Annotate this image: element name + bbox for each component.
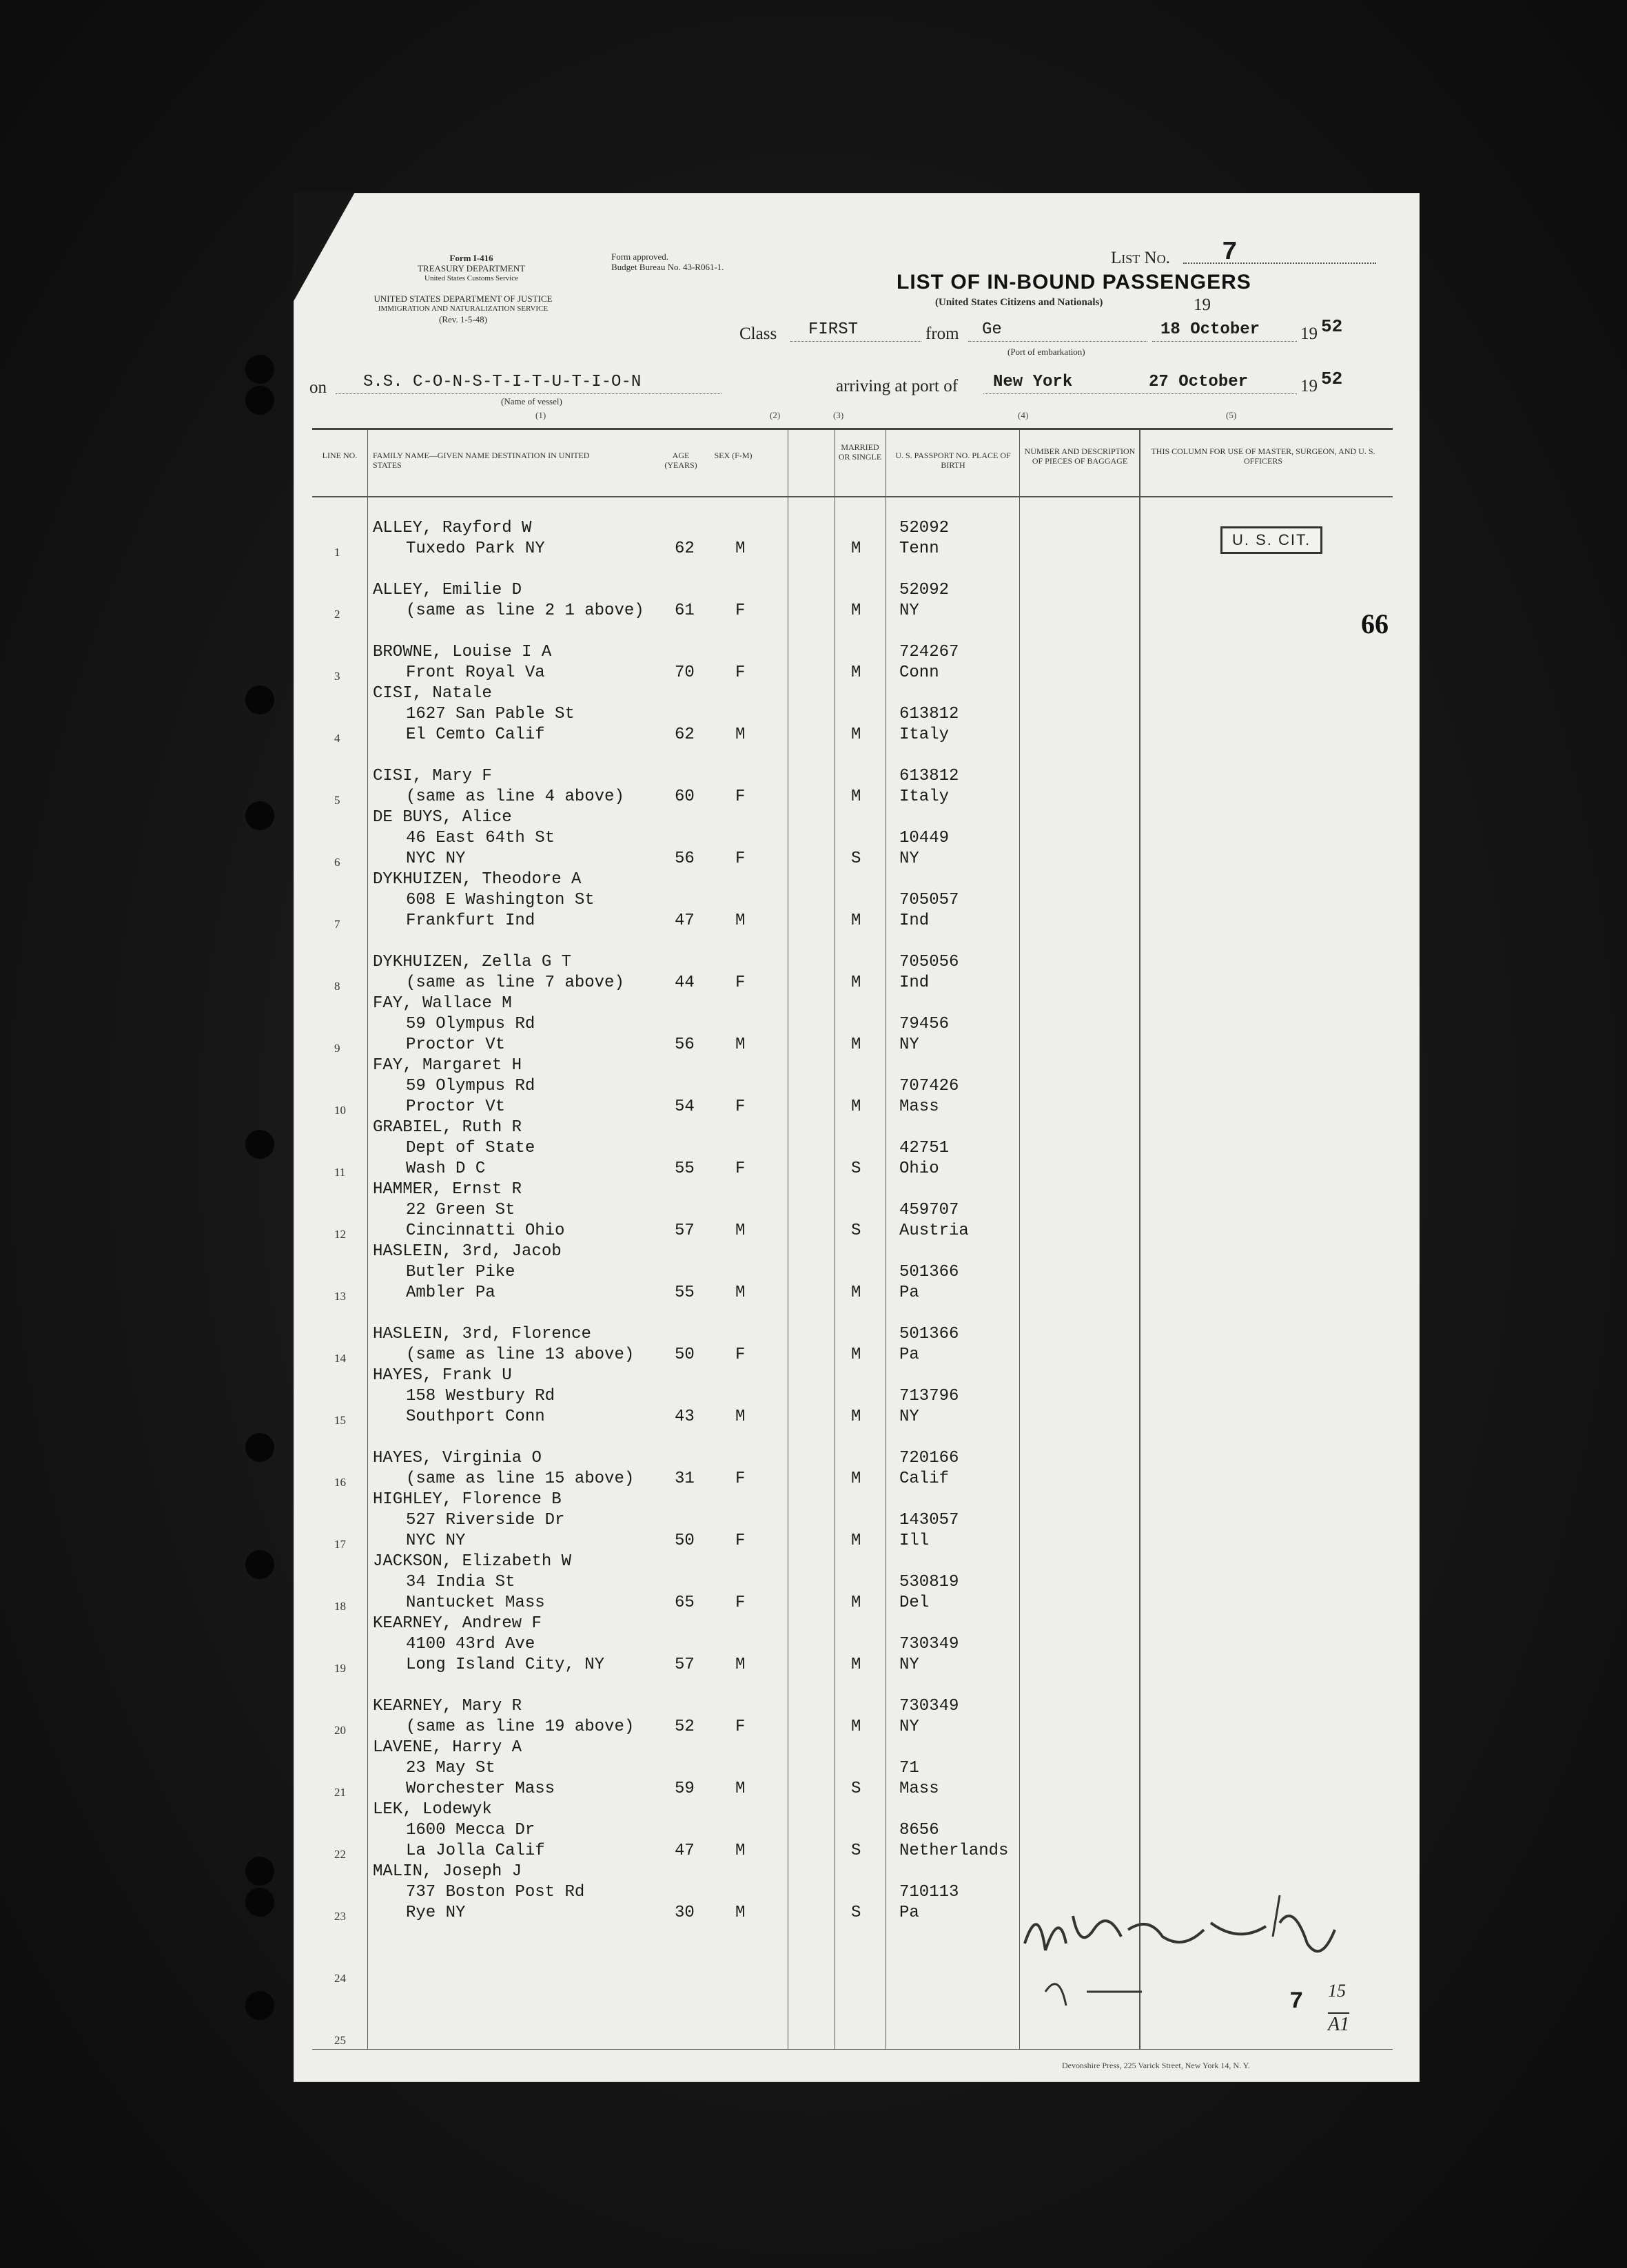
passenger-name: GRABIEL, Ruth R <box>373 1118 522 1137</box>
age-cell: 56 <box>675 1035 695 1054</box>
passenger-address: (same as line 15 above) <box>406 1470 635 1488</box>
column-number: (1) <box>535 410 546 420</box>
binder-hole <box>245 1550 274 1579</box>
sex-cell: F <box>735 1470 746 1488</box>
birthplace-cell: Pa <box>899 1346 919 1364</box>
list-no-field <box>1183 238 1376 267</box>
sex-cell: M <box>735 911 746 930</box>
sex-cell: F <box>735 973 746 992</box>
passenger-name: HIGHLEY, Florence B <box>373 1490 562 1509</box>
arrival-port: New York <box>993 373 1073 391</box>
corner-note-b: A1 <box>1328 2014 1350 2035</box>
line-number: 25 <box>334 2034 346 2047</box>
marital-cell: M <box>851 1718 861 1736</box>
passenger-address: 737 Boston Post Rd <box>406 1883 585 1901</box>
binder-hole <box>245 1433 274 1462</box>
passport-cell: 8656 <box>899 1821 939 1839</box>
passport-cell: 705057 <box>899 891 959 909</box>
age-cell: 44 <box>675 973 695 992</box>
passenger-name: DYKHUIZEN, Theodore A <box>373 870 582 889</box>
passenger-address: Rye NY <box>406 1904 466 1922</box>
birthplace-cell: Conn <box>899 663 939 682</box>
age-cell: 57 <box>675 1656 695 1674</box>
marital-cell: M <box>851 1594 861 1612</box>
class-value: FIRST <box>808 320 859 339</box>
age-cell: 47 <box>675 1842 695 1860</box>
sex-cell: M <box>735 1284 746 1302</box>
marital-cell: M <box>851 973 861 992</box>
passenger-name: HAYES, Frank U <box>373 1366 512 1385</box>
passenger-name: LEK, Lodewyk <box>373 1800 492 1819</box>
passenger-address: 59 Olympus Rd <box>406 1015 535 1033</box>
age-cell: 70 <box>675 663 695 682</box>
class-label: Class <box>739 324 777 343</box>
corner-mark: 7 <box>1289 1989 1304 2015</box>
line-number: 6 <box>334 856 340 869</box>
passport-cell: 705056 <box>899 953 959 971</box>
passenger-address: Tuxedo Park NY <box>406 539 545 558</box>
sex-cell: F <box>735 849 746 868</box>
line-number: 18 <box>334 1600 346 1613</box>
year-suffix: 52 <box>1321 369 1343 389</box>
depart-date-field <box>1152 318 1297 342</box>
line-number: 4 <box>334 732 340 745</box>
passport-cell: 720166 <box>899 1449 959 1467</box>
column-header-line: LINE NO. <box>322 451 358 460</box>
table-row <box>312 747 1393 809</box>
table-row <box>312 1181 1393 1243</box>
age-cell: 43 <box>675 1408 695 1426</box>
table-row <box>312 933 1393 995</box>
marital-cell: M <box>851 1346 861 1364</box>
year-prefix-top: 19 <box>1194 296 1211 314</box>
sex-cell: F <box>735 1346 746 1364</box>
passenger-name: HAMMER, Ernst R <box>373 1180 522 1199</box>
passenger-address: Proctor Vt <box>406 1035 506 1054</box>
passenger-address: 1627 San Pable St <box>406 705 575 723</box>
arriving-label: arriving at port of <box>836 377 959 395</box>
age-cell: 55 <box>675 1284 695 1302</box>
age-cell: 52 <box>675 1718 695 1736</box>
list-no-label: List No. <box>1111 249 1170 267</box>
passenger-name: MALIN, Joseph J <box>373 1862 522 1881</box>
line-number: 12 <box>334 1228 346 1241</box>
passenger-address: Frankfurt Ind <box>406 911 535 930</box>
line-number: 10 <box>334 1104 346 1117</box>
table-row <box>312 1801 1393 1863</box>
sex-cell: M <box>735 1842 746 1860</box>
age-cell: 61 <box>675 601 695 620</box>
approval-text: Form approved. <box>611 251 669 262</box>
passport-cell: 730349 <box>899 1697 959 1715</box>
passenger-address: Southport Conn <box>406 1408 545 1426</box>
sex-cell: M <box>735 1221 746 1240</box>
from-field <box>968 318 1147 342</box>
passport-cell: 143057 <box>899 1511 959 1529</box>
printer-credit: Devonshire Press, 225 Varick Street, New York 14, N. Y. <box>1062 2061 1250 2070</box>
line-number: 22 <box>334 1848 346 1861</box>
marital-cell: S <box>851 1780 861 1798</box>
passenger-address: Cincinnatti Ohio <box>406 1221 565 1240</box>
passenger-address: Proctor Vt <box>406 1097 506 1116</box>
age-cell: 65 <box>675 1594 695 1612</box>
depart-date: 18 October <box>1160 320 1260 339</box>
column-header-age: AGE (YEARS) <box>664 451 697 470</box>
passport-cell: 730349 <box>899 1635 959 1653</box>
marital-cell: M <box>851 725 861 744</box>
binder-hole <box>245 386 274 415</box>
class-field <box>790 318 921 342</box>
passenger-address: NYC NY <box>406 849 466 868</box>
age-cell: 54 <box>675 1097 695 1116</box>
passenger-name: JACKSON, Elizabeth W <box>373 1552 572 1571</box>
binder-hole <box>245 1991 274 2020</box>
birthplace-cell: Pa <box>899 1904 919 1922</box>
birthplace-cell: Calif <box>899 1470 950 1488</box>
passport-cell: 459707 <box>899 1201 959 1219</box>
age-cell: 47 <box>675 911 695 930</box>
binder-hole <box>245 1888 274 1917</box>
sex-cell: M <box>735 539 746 558</box>
column-number: (3) <box>833 410 844 420</box>
age-cell: 30 <box>675 1904 695 1922</box>
passenger-name: FAY, Margaret H <box>373 1056 522 1075</box>
passenger-address: 158 Westbury Rd <box>406 1387 555 1405</box>
passport-cell: 501366 <box>899 1263 959 1281</box>
on-label: on <box>309 378 327 397</box>
corner-note-a: 15 <box>1328 1981 1346 2001</box>
birthplace-cell: NY <box>899 601 919 620</box>
column-header-officers: THIS COLUMN FOR USE OF MASTER, SURGEON, AND U. S. OFFICERS <box>1151 446 1375 466</box>
birthplace-cell: NY <box>899 1035 919 1054</box>
age-cell: 60 <box>675 787 695 806</box>
page-subtitle: (United States Citizens and Nationals) <box>935 297 1103 308</box>
passenger-address: (same as line 13 above) <box>406 1346 635 1364</box>
from-label: from <box>925 324 959 343</box>
column-number: (5) <box>1226 410 1237 420</box>
passenger-name: CISI, Mary F <box>373 767 492 785</box>
inspector-signature <box>1018 1888 1404 2047</box>
passenger-address: 608 E Washington St <box>406 891 595 909</box>
passenger-address: NYC NY <box>406 1532 466 1550</box>
sex-cell: M <box>735 1035 746 1054</box>
birthplace-cell: Ill <box>899 1532 930 1550</box>
ins-label: IMMIGRATION AND NATURALIZATION SERVICE <box>378 305 549 313</box>
vessel-name: S.S. C-O-N-S-T-I-T-U-T-I-O-N <box>363 373 642 391</box>
birthplace-cell: Ind <box>899 973 930 992</box>
age-cell: 31 <box>675 1470 695 1488</box>
passenger-address: (same as line 4 above) <box>406 787 624 806</box>
passport-cell: 10449 <box>899 829 950 847</box>
birthplace-cell: Mass <box>899 1097 939 1116</box>
passport-cell: 71 <box>899 1759 919 1777</box>
passenger-address: 46 East 64th St <box>406 829 555 847</box>
table-row <box>312 995 1393 1057</box>
passenger-address: Nantucket Mass <box>406 1594 545 1612</box>
table-row <box>312 1367 1393 1429</box>
passenger-address: 527 Riverside Dr <box>406 1511 565 1529</box>
table-row <box>312 1243 1393 1305</box>
binder-hole <box>245 355 274 384</box>
binder-hole <box>245 1857 274 1886</box>
line-number: 23 <box>334 1910 346 1923</box>
handwritten-count: 66 <box>1361 608 1389 639</box>
line-number: 11 <box>334 1166 346 1179</box>
marital-cell: M <box>851 1532 861 1550</box>
passenger-table <box>312 428 1393 2050</box>
age-cell: 56 <box>675 849 695 868</box>
column-header-married: MARRIED OR SINGLE <box>838 442 882 462</box>
passenger-name: HASLEIN, 3rd, Florence <box>373 1325 591 1343</box>
passport-cell: 52092 <box>899 581 950 599</box>
sex-cell: F <box>735 601 746 620</box>
line-number: 17 <box>334 1538 346 1551</box>
column-header-passport: U. S. PASSPORT NO. PLACE OF BIRTH <box>895 451 1011 470</box>
passport-cell: 713796 <box>899 1387 959 1405</box>
table-row <box>312 1305 1393 1367</box>
torn-corner <box>293 192 355 302</box>
page-title: LIST OF IN-BOUND PASSENGERS <box>897 271 1251 293</box>
marital-cell: M <box>851 539 861 558</box>
age-cell: 50 <box>675 1346 695 1364</box>
birthplace-cell: Pa <box>899 1284 919 1302</box>
birthplace-cell: Tenn <box>899 539 939 558</box>
sex-cell: F <box>735 1594 746 1612</box>
birthplace-cell: NY <box>899 1408 919 1426</box>
birthplace-cell: NY <box>899 1656 919 1674</box>
passenger-name: HAYES, Virginia O <box>373 1449 542 1467</box>
line-number: 7 <box>334 918 340 931</box>
line-number: 2 <box>334 608 340 621</box>
passenger-address: Front Royal Va <box>406 663 545 682</box>
birthplace-cell: NY <box>899 1718 919 1736</box>
marital-cell: M <box>851 1097 861 1116</box>
age-cell: 62 <box>675 725 695 744</box>
passenger-address: 1600 Mecca Dr <box>406 1821 535 1839</box>
line-number: 16 <box>334 1476 346 1489</box>
birthplace-cell: Austria <box>899 1221 969 1240</box>
line-number: 15 <box>334 1414 346 1427</box>
sex-cell: M <box>735 725 746 744</box>
sex-cell: F <box>735 1159 746 1178</box>
column-header-name: FAMILY NAME—GIVEN NAME DESTINATION IN UNITED STATES <box>373 451 590 470</box>
us-citizen-stamp: U. S. CIT. <box>1220 526 1322 554</box>
passenger-address: 22 Green St <box>406 1201 515 1219</box>
passenger-address: 34 India St <box>406 1573 515 1591</box>
binder-hole <box>245 1130 274 1159</box>
form-number: Form I-416 <box>449 253 493 263</box>
port-embark-note: (Port of embarkation) <box>1007 347 1085 357</box>
column-number: (4) <box>1018 410 1029 420</box>
passenger-address: Dept of State <box>406 1139 535 1157</box>
passenger-name: LAVENE, Harry A <box>373 1738 522 1757</box>
sex-cell: M <box>735 1656 746 1674</box>
sex-cell: M <box>735 1408 746 1426</box>
line-number: 20 <box>334 1724 346 1737</box>
marital-cell: S <box>851 1221 861 1240</box>
marital-cell: M <box>851 663 861 682</box>
passport-cell: 613812 <box>899 705 959 723</box>
year-prefix: 19 <box>1300 377 1318 395</box>
marital-cell: S <box>851 1904 861 1922</box>
binder-hole <box>245 801 274 830</box>
line-number: 21 <box>334 1786 346 1799</box>
passenger-address: (same as line 19 above) <box>406 1718 635 1736</box>
passenger-address: (same as line 2 1 above) <box>406 601 644 620</box>
birthplace-cell: Netherlands <box>899 1842 1009 1860</box>
sex-cell: M <box>735 1904 746 1922</box>
year-suffix: 52 <box>1321 316 1343 337</box>
passport-cell: 52092 <box>899 519 950 537</box>
passenger-address: 59 Olympus Rd <box>406 1077 535 1095</box>
birthplace-cell: Ohio <box>899 1159 939 1178</box>
passenger-address: Long Island City, NY <box>406 1656 605 1674</box>
vessel-note: (Name of vessel) <box>501 396 562 406</box>
passenger-name: KEARNEY, Andrew F <box>373 1614 542 1633</box>
passenger-address: 23 May St <box>406 1759 495 1777</box>
vessel-field <box>336 370 722 394</box>
binder-hole <box>245 685 274 714</box>
form-agency-block <box>337 253 606 284</box>
age-cell: 55 <box>675 1159 695 1178</box>
from-value: Ge <box>982 320 1002 339</box>
marital-cell: M <box>851 1035 861 1054</box>
passport-cell: 710113 <box>899 1883 959 1901</box>
table-row <box>312 1429 1393 1491</box>
age-cell: 62 <box>675 539 695 558</box>
line-number: 9 <box>334 1042 340 1055</box>
column-header-baggage: NUMBER AND DESCRIPTION OF PIECES OF BAGGAGE <box>1024 446 1136 466</box>
sex-cell: F <box>735 1718 746 1736</box>
passenger-name: CISI, Natale <box>373 684 492 703</box>
marital-cell: M <box>851 1470 861 1488</box>
passenger-name: BROWNE, Louise I A <box>373 643 552 661</box>
passport-cell: 42751 <box>899 1139 950 1157</box>
birthplace-cell: Mass <box>899 1780 939 1798</box>
age-cell: 59 <box>675 1780 695 1798</box>
line-number: 24 <box>334 1972 346 1985</box>
passenger-name: KEARNEY, Mary R <box>373 1697 522 1715</box>
line-number: 8 <box>334 980 340 993</box>
customs-service: United States Customs Service <box>424 274 518 282</box>
marital-cell: M <box>851 1656 861 1674</box>
passenger-name: DYKHUIZEN, Zella G T <box>373 953 572 971</box>
sex-cell: F <box>735 1532 746 1550</box>
passport-cell: 79456 <box>899 1015 950 1033</box>
marital-cell: M <box>851 1408 861 1426</box>
line-number: 14 <box>334 1352 346 1365</box>
birthplace-cell: NY <box>899 849 919 868</box>
passport-cell: 613812 <box>899 767 959 785</box>
marital-cell: S <box>851 1159 861 1178</box>
line-number: 5 <box>334 794 340 807</box>
passport-cell: 724267 <box>899 643 959 661</box>
arrival-date: 27 October <box>1149 373 1249 391</box>
marital-cell: M <box>851 787 861 806</box>
passenger-address: 4100 43rd Ave <box>406 1635 535 1653</box>
passenger-name: DE BUYS, Alice <box>373 808 512 827</box>
line-number: 19 <box>334 1662 346 1675</box>
passport-cell: 530819 <box>899 1573 959 1591</box>
passenger-name: ALLEY, Emilie D <box>373 581 522 599</box>
age-cell: 57 <box>675 1221 695 1240</box>
table-row <box>312 1677 1393 1739</box>
justice-dept: UNITED STATES DEPARTMENT OF JUSTICE <box>374 293 553 304</box>
column-header-sex: SEX (F-M) <box>714 451 753 460</box>
passport-cell: 707426 <box>899 1077 959 1095</box>
sex-cell: M <box>735 1780 746 1798</box>
passenger-address: Ambler Pa <box>406 1284 495 1302</box>
passenger-address: Wash D C <box>406 1159 486 1178</box>
marital-cell: S <box>851 1842 861 1860</box>
justice-block <box>308 293 618 324</box>
table-row <box>312 1739 1393 1801</box>
passenger-name: HASLEIN, 3rd, Jacob <box>373 1242 562 1261</box>
marital-cell: M <box>851 911 861 930</box>
marital-cell: M <box>851 601 861 620</box>
passenger-address: (same as line 7 above) <box>406 973 624 992</box>
table-row <box>312 809 1393 871</box>
passenger-name: FAY, Wallace M <box>373 994 512 1013</box>
table-row <box>312 561 1393 623</box>
birthplace-cell: Italy <box>899 725 950 744</box>
table-row <box>312 623 1393 685</box>
form-approval <box>611 251 724 272</box>
line-number: 3 <box>334 670 340 683</box>
marital-cell: M <box>851 1284 861 1302</box>
arrival-field <box>983 370 1297 394</box>
passenger-address: El Cemto Calif <box>406 725 545 744</box>
manifest-page <box>294 193 1420 2082</box>
table-row <box>312 1057 1393 1119</box>
passenger-name: ALLEY, Rayford W <box>373 519 532 537</box>
birthplace-cell: Ind <box>899 911 930 930</box>
year-prefix: 19 <box>1300 324 1318 343</box>
list-no-value: 7 <box>1222 238 1238 267</box>
treasury-dept: TREASURY DEPARTMENT <box>417 263 526 274</box>
line-number: 1 <box>334 546 340 559</box>
table-row <box>312 685 1393 747</box>
table-row <box>312 871 1393 933</box>
passenger-address: Worchester Mass <box>406 1780 555 1798</box>
line-number: 13 <box>334 1290 346 1303</box>
sex-cell: F <box>735 787 746 806</box>
budget-bureau: Budget Bureau No. 43-R061-1. <box>611 262 724 272</box>
table-row <box>312 1615 1393 1677</box>
age-cell: 50 <box>675 1532 695 1550</box>
marital-cell: S <box>851 849 861 868</box>
sex-cell: F <box>735 663 746 682</box>
table-row <box>312 1553 1393 1615</box>
table-row <box>312 1491 1393 1553</box>
passport-cell: 501366 <box>899 1325 959 1343</box>
revision: (Rev. 1-5-48) <box>439 314 487 324</box>
birthplace-cell: Del <box>899 1594 930 1612</box>
column-number: (2) <box>770 410 781 420</box>
birthplace-cell: Italy <box>899 787 950 806</box>
sex-cell: F <box>735 1097 746 1116</box>
passenger-address: Butler Pike <box>406 1263 515 1281</box>
passenger-address: La Jolla Calif <box>406 1842 545 1860</box>
table-row <box>312 1119 1393 1181</box>
